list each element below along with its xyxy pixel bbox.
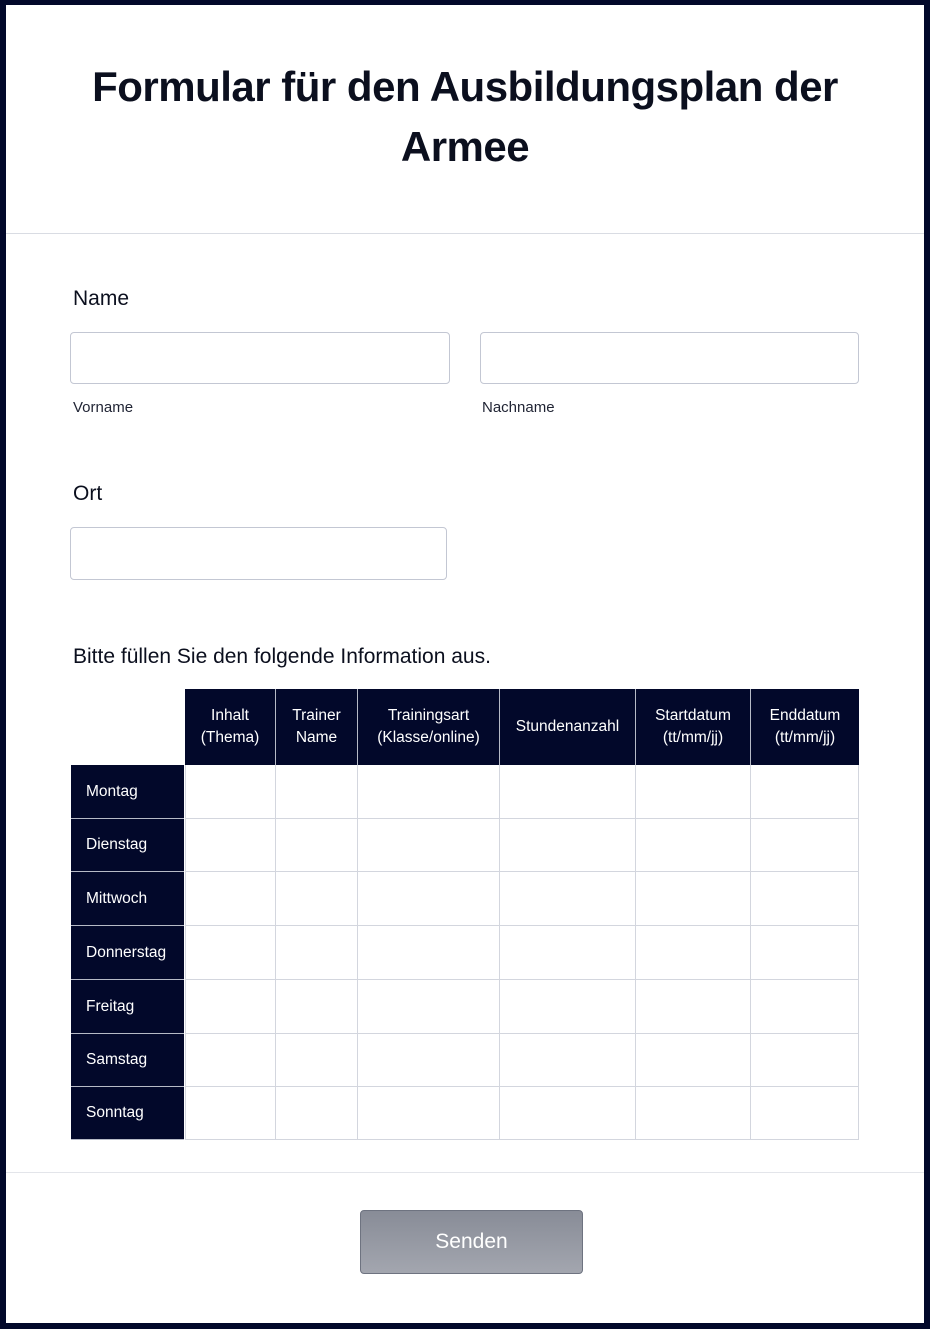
- table-cell[interactable]: [500, 819, 636, 872]
- row-header-freitag: Freitag: [71, 980, 184, 1034]
- table-cell[interactable]: [636, 872, 751, 926]
- location-label: Ort: [73, 482, 103, 505]
- table-cell[interactable]: [185, 765, 276, 819]
- table-cell[interactable]: [636, 980, 751, 1034]
- table-cell[interactable]: [636, 819, 751, 872]
- table-cell[interactable]: [358, 926, 500, 980]
- column-header-5: Startdatum (tt/mm/jj): [636, 689, 751, 765]
- table-cell[interactable]: [751, 765, 859, 819]
- first-name-input[interactable]: [70, 332, 450, 384]
- table-cell[interactable]: [358, 980, 500, 1034]
- form-title: Formular für den Ausbildungsplan der Armee: [92, 62, 838, 170]
- footer-divider: [6, 1172, 924, 1173]
- table-instruction: Bitte füllen Sie den folgende Information aus.: [73, 645, 491, 668]
- table-cell[interactable]: [185, 1034, 276, 1087]
- table-cell[interactable]: [751, 819, 859, 872]
- row-header-donnerstag: Donnerstag: [71, 926, 184, 980]
- table-cell[interactable]: [636, 926, 751, 980]
- table-cell[interactable]: [500, 926, 636, 980]
- table-cell[interactable]: [500, 1087, 636, 1140]
- table-cell[interactable]: [185, 1087, 276, 1140]
- table-cell[interactable]: [636, 765, 751, 819]
- location-input[interactable]: [70, 527, 447, 580]
- table-cell[interactable]: [751, 1034, 859, 1087]
- name-label: Name: [73, 287, 130, 310]
- table-cell[interactable]: [751, 926, 859, 980]
- table-cell[interactable]: [358, 819, 500, 872]
- table-cell[interactable]: [500, 765, 636, 819]
- table-cell[interactable]: [358, 1034, 500, 1087]
- table-cell[interactable]: [358, 872, 500, 926]
- row-header-mittwoch: Mittwoch: [71, 872, 184, 926]
- table-cell[interactable]: [358, 1087, 500, 1140]
- table-cell[interactable]: [185, 926, 276, 980]
- table-cell[interactable]: [751, 980, 859, 1034]
- table-cell[interactable]: [276, 819, 358, 872]
- table-cell[interactable]: [185, 980, 276, 1034]
- column-header-2: Trainer Name: [276, 689, 358, 765]
- row-header-dienstag: Dienstag: [71, 819, 184, 872]
- row-header-samstag: Samstag: [71, 1034, 184, 1087]
- last-name-input[interactable]: [480, 332, 859, 384]
- last-name-sublabel: Nachname: [482, 399, 555, 416]
- table-cell[interactable]: [185, 819, 276, 872]
- table-cell[interactable]: [636, 1087, 751, 1140]
- column-header-4: Stundenanzahl: [500, 689, 636, 765]
- table-cell[interactable]: [276, 1087, 358, 1140]
- row-header-sonntag: Sonntag: [71, 1087, 184, 1140]
- table-cell[interactable]: [500, 1034, 636, 1087]
- table-cell[interactable]: [185, 872, 276, 926]
- first-name-sublabel: Vorname: [73, 399, 134, 416]
- column-header-1: Inhalt (Thema): [185, 689, 276, 765]
- table-cell[interactable]: [500, 872, 636, 926]
- table-cell[interactable]: [276, 765, 358, 819]
- table-cell[interactable]: [276, 926, 358, 980]
- table-cell[interactable]: [500, 980, 636, 1034]
- table-cell[interactable]: [636, 1034, 751, 1087]
- row-header-montag: Montag: [71, 765, 184, 819]
- table-cell[interactable]: [276, 1034, 358, 1087]
- column-header-3: Trainingsart (Klasse/online): [358, 689, 500, 765]
- submit-button[interactable]: Senden: [360, 1210, 583, 1274]
- table-cell[interactable]: [276, 872, 358, 926]
- table-cell[interactable]: [358, 765, 500, 819]
- table-cell[interactable]: [751, 872, 859, 926]
- table-cell[interactable]: [276, 980, 358, 1034]
- table-cell[interactable]: [751, 1087, 859, 1140]
- column-header-6: Enddatum (tt/mm/jj): [751, 689, 859, 765]
- title-section: [6, 5, 924, 234]
